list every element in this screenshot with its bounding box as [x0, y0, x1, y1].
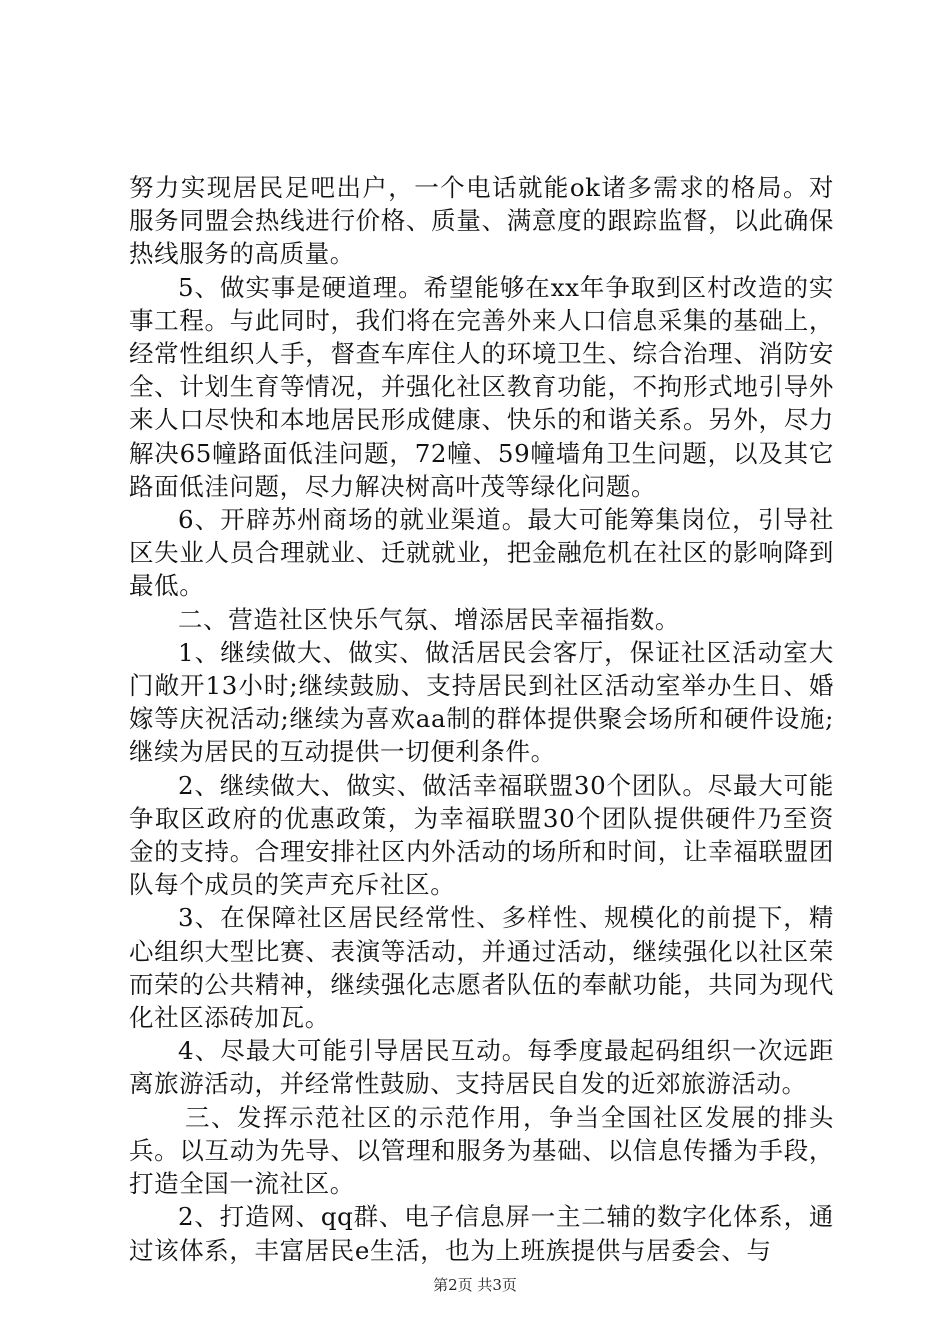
- section-heading-3: 三、发挥示范社区的示范作用，争当全国社区发展的排头兵。以互动为先导、以管理和服务为基础、以信息传播为手段，打造全国一流社区。: [129, 1102, 834, 1199]
- paragraph-s2-item-4: 4、尽最大可能引导居民互动。每季度最起码组织一次远距离旅游活动，并经常性鼓励、支持居民自发的近郊旅游活动。: [129, 1036, 834, 1099]
- paragraph-s3-item-2: 2、打造网、qq群、电子信息屏一主二辅的数字化体系，通过该体系，丰富居民e生活，也为上班族提供与居委会、与: [129, 1202, 834, 1265]
- paragraph-continuation: 努力实现居民足吧出户，一个电话就能ok诸多需求的格局。对服务同盟会热线进行价格、质量、满意度的跟踪监督，以此确保热线服务的高质量。: [129, 173, 834, 269]
- paragraph-s2-item-2: 2、继续做大、做实、做活幸福联盟30个团队。尽最大可能争取区政府的优惠政策，为幸福联盟30个团队提供硬件乃至资金的支持。合理安排社区内外活动的场所和时间，让幸福联盟团队每个成员的笑声充斥社区。: [129, 770, 834, 900]
- page-number-label: 第2页 共3页: [433, 1276, 517, 1294]
- paragraph-s2-item-3: 3、在保障社区居民经常性、多样性、规模化的前提下，精心组织大型比赛、表演等活动，并通过活动，继续强化以社区荣而荣的公共精神，继续强化志愿者队伍的奉献功能，共同为现代化社区添砖加瓦。: [129, 903, 834, 1033]
- document-body: [129, 171, 834, 1267]
- paragraph-item-5: 5、做实事是硬道理。希望能够在xx年争取到区村改造的实事工程。与此同时，我们将在完善外来人口信息采集的基础上，经常性组织人手，督查车库住人的环境卫生、综合治理、消防安全、计划生育等情况，并强化社区教育功能，不拘形式地引导外来人口尽快和本地居民形成健康、快乐的和谐关系。另外，尽力解决65幢路面低洼问题，72幢、59幢墙角卫生问题，以及其它路面低洼问题，尽力解决树高叶茂等绿化问题。: [129, 272, 834, 501]
- paragraph-item-6: 6、开辟苏州商场的就业渠道。最大可能筹集岗位，引导社区失业人员合理就业、迁就就业，把金融危机在社区的影响降到最低。: [129, 505, 834, 601]
- paragraph-s2-item-1: 1、继续做大、做实、做活居民会客厅，保证社区活动室大门敞开13小时;继续鼓励、支持居民到社区活动室举办生日、婚嫁等庆祝活动;继续为喜欢aa制的群体提供聚会场所和硬件设施;继续为居民的互动提供一切便利条件。: [129, 637, 834, 767]
- section-heading-2: 二、营造社区快乐气氛、增添居民幸福指数。: [178, 604, 680, 634]
- page-footer: [0, 1275, 950, 1295]
